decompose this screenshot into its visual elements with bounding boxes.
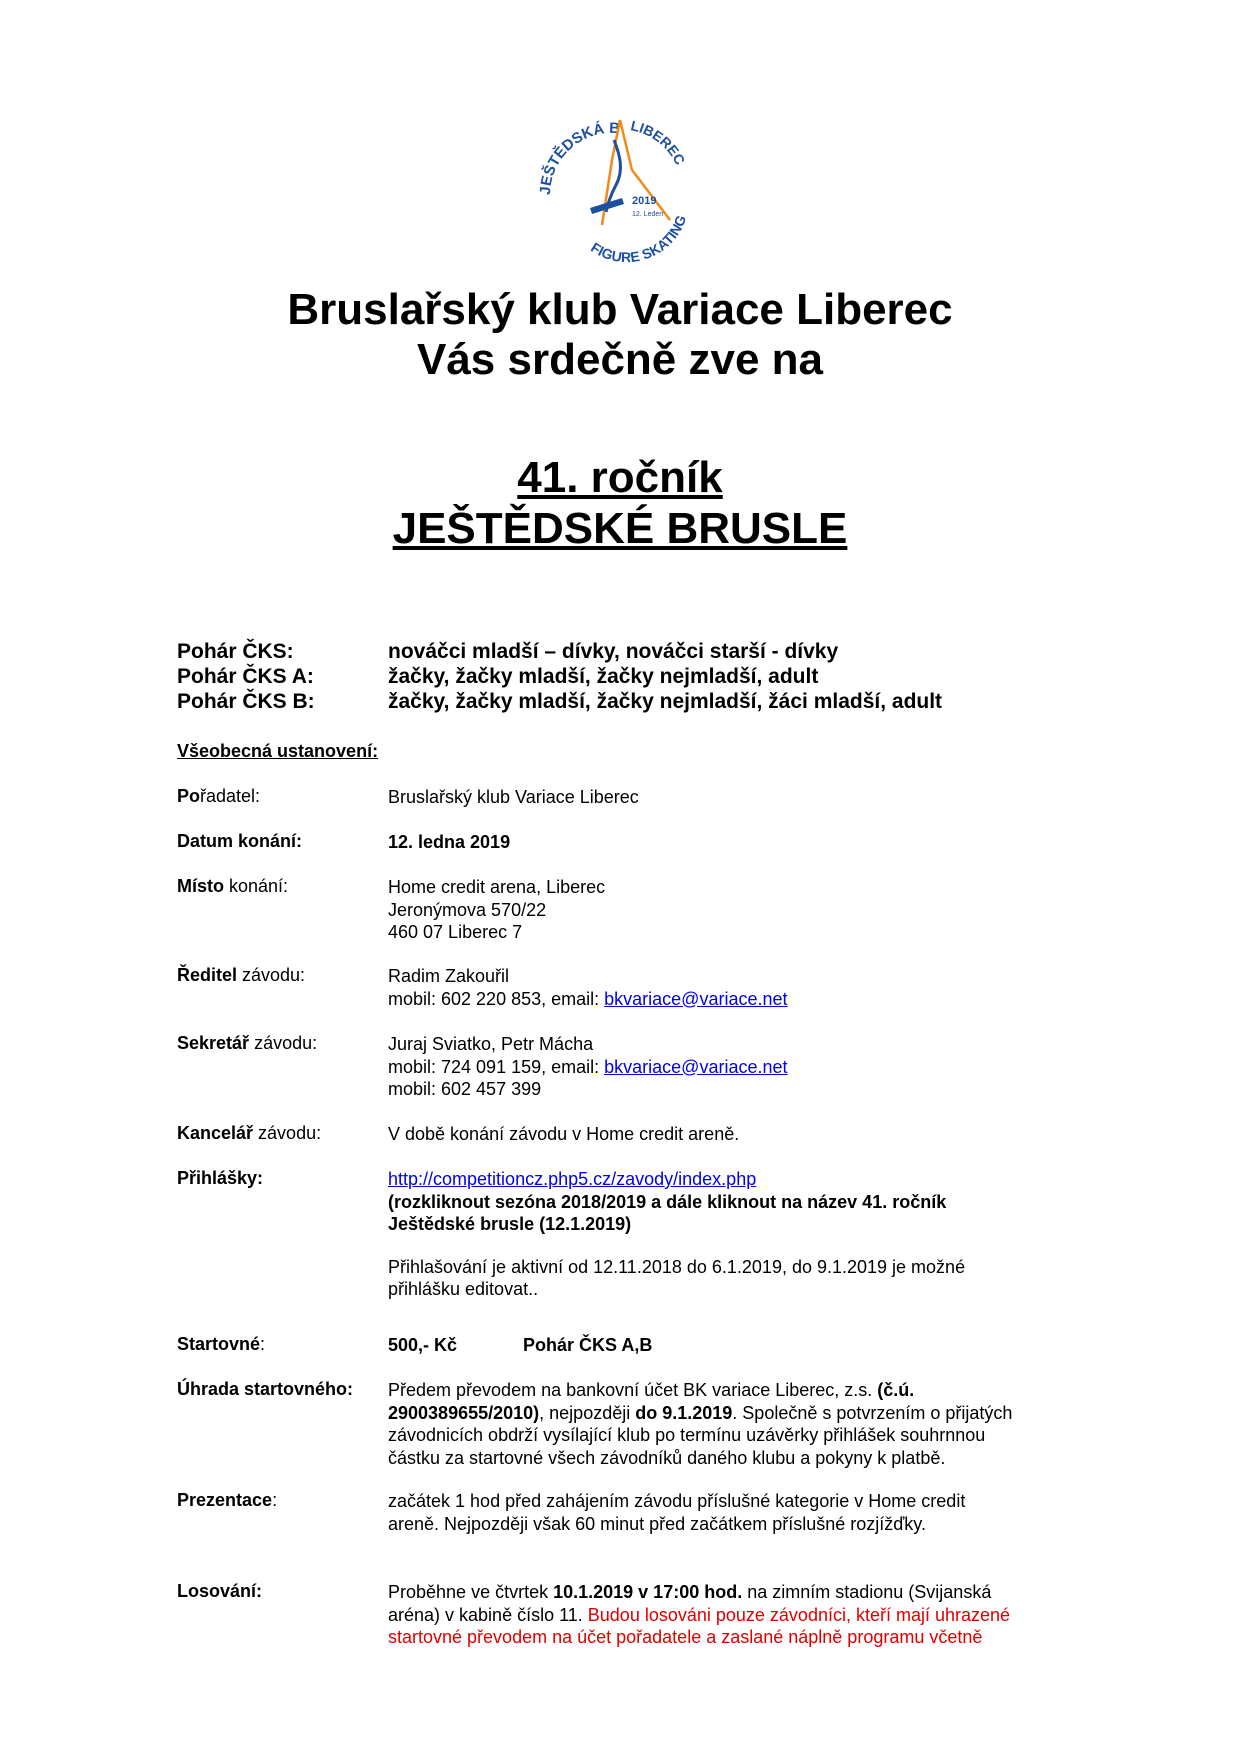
secretary-label: Sekretář závodu:: [177, 1033, 318, 1053]
edition-title: 41. ročník: [517, 453, 723, 502]
venue-label: Místo konání:: [177, 876, 289, 896]
organizer-value: Bruslařský klub Variace Liberec: [388, 787, 639, 807]
director-email-link[interactable]: bkvariace@variace.net: [604, 988, 788, 1009]
venue-line: Home credit arena, Liberec: [388, 877, 606, 897]
fee-amount: 500,- Kč: [388, 1335, 458, 1355]
draw-label: Losování:: [177, 1581, 263, 1601]
registration-value: [388, 1168, 1078, 1301]
secretary-email-link[interactable]: bkvariace@variace.net: [604, 1056, 788, 1077]
registration-note: Přihlašování je aktivní od 12.11.2018 do 6.1.2019, do 9.1.2019 je možné: [388, 1256, 966, 1277]
section-title: Všeobecná ustanovení:: [177, 741, 379, 761]
logo-right-text: LIBEREC: [629, 117, 689, 168]
secretary-names: Juraj Sviatko, Petr Mácha: [388, 1034, 594, 1054]
office-value: V době konání závodu v Home credit areně.: [388, 1124, 740, 1144]
cup-label: Pohár ČKS B:: [177, 690, 315, 713]
presentation-label: Prezentace:: [177, 1490, 278, 1510]
director-name: Radim Zakouřil: [388, 966, 510, 986]
office-label: Kancelář závodu:: [177, 1123, 322, 1143]
presentation-value: začátek 1 hod před zahájením závodu příslušné kategorie v Home credit areně. Nejpozději však 60 minut před začátkem příslušné rozjížďky.: [388, 1491, 966, 1534]
logo-year: 2019: [632, 195, 657, 207]
club-title: Bruslařský klub Variace Liberec: [287, 285, 953, 334]
logo-date: 12. Leden: [632, 211, 664, 218]
director-value: [388, 965, 1078, 1010]
cup-label: Pohár ČKS:: [177, 640, 294, 663]
registration-note: přihlášku editovat..: [388, 1279, 539, 1299]
cup-categories: žačky, žačky mladší, žačky nejmladší, adult: [388, 665, 819, 688]
event-logo: [520, 100, 720, 270]
draw-value: Proběhne ve čtvrtek 10.1.2019 v 17:00 hod. na zimním stadionu (Svijanská aréna) v kabině číslo 11. Budou losováni pouze závodníci, kteří mají uhrazené startovné převodem na účet pořadatele a zaslané náplně programu včetně: [388, 1582, 1011, 1647]
fee-cup: Pohár ČKS A,B: [523, 1335, 653, 1355]
logo-bottom-text: FIGURE SKATING: [588, 212, 690, 266]
secretary-mobile: mobil: 602 457 399: [388, 1079, 542, 1099]
organizer-label: Pořadatel:: [177, 786, 261, 806]
secretary-contact: mobil: 724 091 159, email: bkvariace@variace.net: [388, 1056, 788, 1077]
payment-label: Úhrada startovného:: [177, 1379, 354, 1399]
registration-instructions: (rozkliknout sezóna 2018/2019 a dále kliknout na název 41. ročník: [388, 1191, 947, 1212]
registration-label: Přihlášky:: [177, 1168, 264, 1188]
registration-url-link[interactable]: http://competitioncz.php5.cz/zavody/index.php: [388, 1169, 757, 1189]
registration-instructions: Ještědské brusle (12.1.2019): [388, 1214, 632, 1234]
cup-categories: nováčci mladší – dívky, nováčci starší - dívky: [388, 640, 839, 663]
event-title: JEŠTĚDSKÉ BRUSLE: [392, 504, 848, 553]
cup-categories: žačky, žačky mladší, žačky nejmladší, žáci mladší, adult: [388, 690, 943, 713]
payment-value: Předem převodem na bankovní účet BK variace Liberec, z.s. (č.ú. 2900389655/2010), nejpozději do 9.1.2019. Společně s potvrzením o přijatých závodnicích obdrží vysílající klub po termínu uzávěrky přihlášek souhrnnou částku za startovné všech závodníků daného klubu a pokyny k platbě.: [388, 1380, 1013, 1468]
venue-line: Jeronýmova 570/22: [388, 899, 547, 920]
venue-value: [388, 876, 1078, 944]
date-value: 12. ledna 2019: [388, 832, 511, 852]
secretary-value: [388, 1033, 1078, 1101]
date-label: Datum konání:: [177, 831, 303, 851]
logo-top-text: JEŠTĚDSKÁ B: [536, 119, 621, 196]
director-label: Ředitel závodu:: [177, 965, 306, 985]
director-contact: mobil: 602 220 853, email: bkvariace@variace.net: [388, 988, 788, 1009]
venue-line: 460 07 Liberec 7: [388, 922, 523, 942]
fee-label: Startovné:: [177, 1334, 266, 1354]
cup-label: Pohár ČKS A:: [177, 665, 314, 688]
invite-line: Vás srdečně zve na: [416, 335, 823, 384]
